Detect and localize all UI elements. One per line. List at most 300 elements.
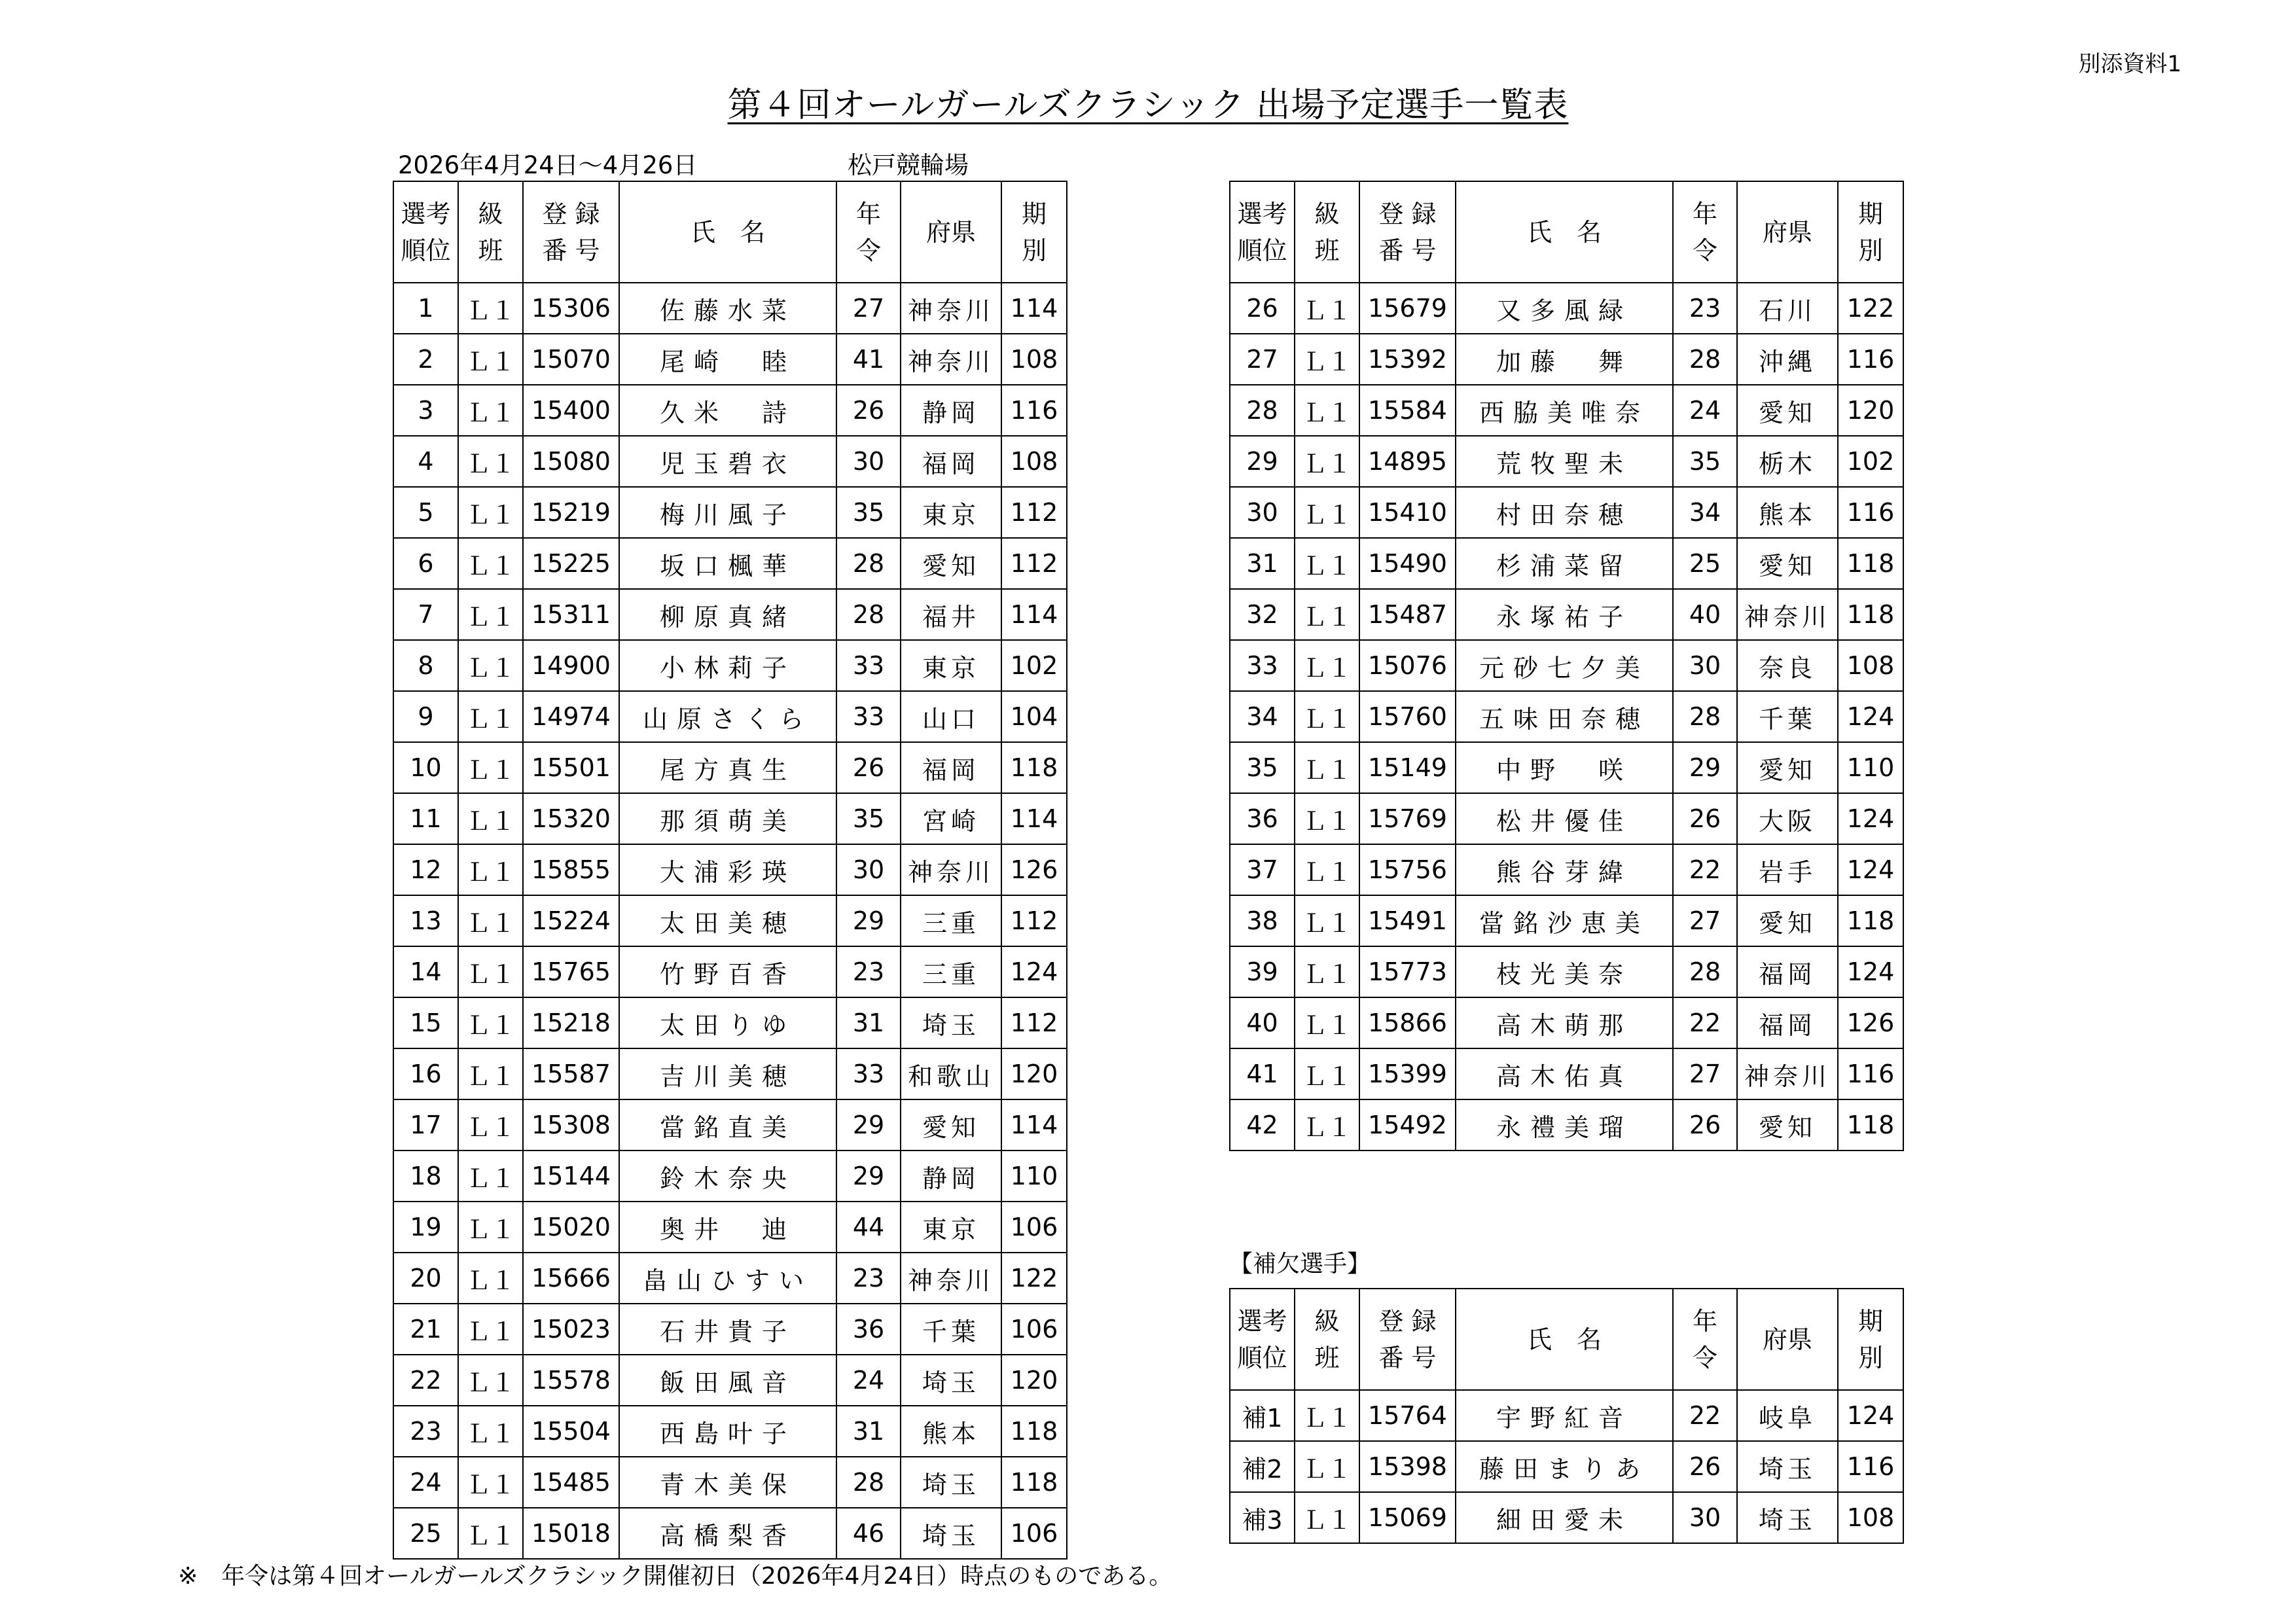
cell-rank: 22	[393, 1355, 458, 1406]
cell-age: 33	[836, 1048, 901, 1099]
table-row	[1230, 283, 1903, 334]
table-row	[1230, 640, 1903, 691]
cell-prefecture: 埼玉	[1737, 1492, 1838, 1543]
cell-prefecture: 愛知	[1737, 742, 1838, 793]
cell-term: 108	[1001, 334, 1067, 385]
cell-age: 30	[1673, 1492, 1737, 1543]
header-class	[1295, 181, 1359, 283]
cell-name: 細田愛未	[1456, 1492, 1673, 1543]
cell-term: 104	[1001, 691, 1067, 742]
cell-age: 44	[836, 1202, 901, 1253]
cell-class: Ｌ１	[458, 895, 523, 946]
table-row	[393, 1508, 1067, 1559]
cell-term: 120	[1001, 1355, 1067, 1406]
table-row	[393, 793, 1067, 844]
header-line: 班	[478, 236, 503, 265]
cell-prefecture: 三重	[901, 946, 1001, 997]
table-row	[393, 334, 1067, 385]
cell-age: 41	[836, 334, 901, 385]
header-line: 順位	[401, 236, 451, 265]
cell-age: 22	[1673, 1390, 1737, 1441]
cell-age: 46	[836, 1508, 901, 1559]
cell-age: 28	[836, 589, 901, 640]
cell-name: 永塚祐子	[1456, 589, 1673, 640]
cell-name: 児玉碧衣	[619, 436, 836, 487]
cell-class: Ｌ１	[458, 538, 523, 589]
table-row	[1230, 334, 1903, 385]
cell-age: 23	[836, 1253, 901, 1304]
cell-name: 佐藤水菜	[619, 283, 836, 334]
cell-name: 吉川美穂	[619, 1048, 836, 1099]
cell-rank: 32	[1230, 589, 1295, 640]
cell-class: Ｌ１	[458, 844, 523, 895]
cell-registration: 15760	[1359, 691, 1456, 742]
header-line: 級	[1314, 1306, 1340, 1336]
roster-table-1-25	[393, 181, 1067, 1560]
event-dates: 2026年4月24日～4月26日	[398, 151, 698, 179]
cell-class: Ｌ１	[1295, 589, 1359, 640]
table-row	[393, 283, 1067, 334]
header-line: 登 録	[542, 199, 600, 228]
cell-age: 24	[836, 1355, 901, 1406]
header-line: 順位	[1237, 236, 1287, 265]
cell-rank: 42	[1230, 1099, 1295, 1150]
cell-rank: 41	[1230, 1048, 1295, 1099]
cell-registration: 14895	[1359, 436, 1456, 487]
cell-class: Ｌ１	[458, 793, 523, 844]
header-line: 番 号	[1378, 236, 1437, 265]
cell-term: 116	[1838, 1048, 1903, 1099]
cell-prefecture: 沖縄	[1737, 334, 1838, 385]
cell-rank: 8	[393, 640, 458, 691]
table-row	[393, 1355, 1067, 1406]
cell-name: 宇野紅音	[1456, 1390, 1673, 1441]
cell-rank: 16	[393, 1048, 458, 1099]
cell-term: 114	[1001, 1099, 1067, 1150]
table-row	[393, 1457, 1067, 1508]
table-row	[1230, 1441, 1903, 1492]
cell-name: 村田奈穂	[1456, 487, 1673, 538]
cell-rank: 38	[1230, 895, 1295, 946]
cell-registration: 15587	[523, 1048, 619, 1099]
header-prefecture: 府県	[901, 181, 1001, 283]
cell-registration: 15485	[523, 1457, 619, 1508]
header-term	[1001, 181, 1067, 283]
cell-prefecture: 大阪	[1737, 793, 1838, 844]
cell-age: 26	[1673, 1441, 1737, 1492]
cell-prefecture: 静岡	[901, 385, 1001, 436]
header-prefecture: 府県	[1737, 1289, 1838, 1390]
header-line: 選考	[1237, 199, 1287, 228]
cell-name: 藤田まりあ	[1456, 1441, 1673, 1492]
cell-prefecture: 山口	[901, 691, 1001, 742]
cell-registration: 15487	[1359, 589, 1456, 640]
cell-age: 28	[1673, 691, 1737, 742]
cell-prefecture: 愛知	[1737, 1099, 1838, 1150]
cell-rank: 10	[393, 742, 458, 793]
table-row	[1230, 844, 1903, 895]
cell-registration: 15218	[523, 997, 619, 1048]
cell-name: 永禮美瑠	[1456, 1099, 1673, 1150]
cell-prefecture: 神奈川	[1737, 589, 1838, 640]
cell-prefecture: 愛知	[1737, 385, 1838, 436]
cell-class: Ｌ１	[1295, 487, 1359, 538]
table-row	[393, 1099, 1067, 1150]
cell-prefecture: 神奈川	[901, 844, 1001, 895]
table-row	[393, 691, 1067, 742]
cell-prefecture: 千葉	[1737, 691, 1838, 742]
cell-class: Ｌ１	[458, 742, 523, 793]
cell-class: Ｌ１	[458, 997, 523, 1048]
header-registration	[523, 181, 619, 283]
cell-term: 118	[1838, 538, 1903, 589]
cell-term: 108	[1838, 1492, 1903, 1543]
cell-name: 西脇美唯奈	[1456, 385, 1673, 436]
cell-registration: 15769	[1359, 793, 1456, 844]
table-header-row	[393, 181, 1067, 283]
cell-registration: 15765	[523, 946, 619, 997]
cell-class: Ｌ１	[458, 283, 523, 334]
cell-age: 35	[836, 793, 901, 844]
cell-rank: 19	[393, 1202, 458, 1253]
table-row	[393, 1253, 1067, 1304]
cell-age: 28	[836, 538, 901, 589]
cell-term: 118	[1838, 895, 1903, 946]
cell-registration: 15490	[1359, 538, 1456, 589]
header-line: 期	[1857, 199, 1883, 228]
cell-rank: 18	[393, 1150, 458, 1202]
cell-age: 30	[1673, 640, 1737, 691]
cell-name: 飯田風音	[619, 1355, 836, 1406]
cell-term: 112	[1001, 487, 1067, 538]
cell-prefecture: 福井	[901, 589, 1001, 640]
cell-term: 118	[1001, 1457, 1067, 1508]
table-row	[1230, 997, 1903, 1048]
cell-age: 34	[1673, 487, 1737, 538]
cell-age: 29	[836, 1150, 901, 1202]
cell-registration: 15311	[523, 589, 619, 640]
cell-rank: 40	[1230, 997, 1295, 1048]
cell-registration: 15866	[1359, 997, 1456, 1048]
page-title-text: 第４回オールガールズクラシック 出場予定選手一覧表	[727, 86, 1569, 125]
cell-age: 36	[836, 1304, 901, 1355]
cell-prefecture: 岐阜	[1737, 1390, 1838, 1441]
header-line: 別	[1857, 236, 1883, 265]
cell-class: Ｌ１	[458, 436, 523, 487]
cell-age: 33	[836, 691, 901, 742]
cell-rank: 25	[393, 1508, 458, 1559]
attachment-label: 別添資料1	[2078, 51, 2181, 77]
cell-term: 120	[1001, 1048, 1067, 1099]
cell-prefecture: 神奈川	[1737, 1048, 1838, 1099]
cell-age: 28	[836, 1457, 901, 1508]
cell-rank: 13	[393, 895, 458, 946]
header-term	[1838, 181, 1903, 283]
cell-class: Ｌ１	[1295, 1441, 1359, 1492]
table-row	[1230, 895, 1903, 946]
cell-name: 熊谷芽緯	[1456, 844, 1673, 895]
cell-name: 太田美穂	[619, 895, 836, 946]
cell-name: 尾方真生	[619, 742, 836, 793]
cell-name: 荒牧聖未	[1456, 436, 1673, 487]
cell-age: 40	[1673, 589, 1737, 640]
cell-registration: 15578	[523, 1355, 619, 1406]
cell-registration: 14900	[523, 640, 619, 691]
cell-registration: 15399	[1359, 1048, 1456, 1099]
table-row	[393, 1150, 1067, 1202]
cell-registration: 15398	[1359, 1441, 1456, 1492]
table-row	[393, 538, 1067, 589]
cell-term: 114	[1001, 589, 1067, 640]
cell-registration: 15584	[1359, 385, 1456, 436]
cell-name: 高木萌那	[1456, 997, 1673, 1048]
cell-rank: 補1	[1230, 1390, 1295, 1441]
header-line: 選考	[1237, 1306, 1287, 1336]
cell-age: 26	[836, 742, 901, 793]
cell-rank: 9	[393, 691, 458, 742]
cell-age: 26	[1673, 793, 1737, 844]
table-row	[393, 589, 1067, 640]
table-row	[1230, 1390, 1903, 1441]
header-line: 期	[1021, 199, 1047, 228]
cell-age: 23	[836, 946, 901, 997]
cell-rank: 1	[393, 283, 458, 334]
cell-name: 山原さくら	[619, 691, 836, 742]
cell-registration: 15023	[523, 1304, 619, 1355]
cell-prefecture: 福岡	[901, 742, 1001, 793]
cell-rank: 35	[1230, 742, 1295, 793]
cell-class: Ｌ１	[1295, 538, 1359, 589]
table-row	[393, 1202, 1067, 1253]
cell-prefecture: 埼玉	[1737, 1441, 1838, 1492]
cell-registration: 15224	[523, 895, 619, 946]
cell-rank: 14	[393, 946, 458, 997]
cell-name: 五味田奈穂	[1456, 691, 1673, 742]
table-row	[1230, 385, 1903, 436]
cell-term: 118	[1838, 589, 1903, 640]
cell-rank: 15	[393, 997, 458, 1048]
cell-class: Ｌ１	[1295, 385, 1359, 436]
cell-registration: 15308	[523, 1099, 619, 1150]
cell-registration: 15144	[523, 1150, 619, 1202]
cell-rank: 34	[1230, 691, 1295, 742]
cell-age: 31	[836, 997, 901, 1048]
cell-prefecture: 栃木	[1737, 436, 1838, 487]
cell-registration: 15225	[523, 538, 619, 589]
cell-registration: 15492	[1359, 1099, 1456, 1150]
cell-class: Ｌ１	[458, 1048, 523, 1099]
cell-registration: 15491	[1359, 895, 1456, 946]
cell-registration: 15070	[523, 334, 619, 385]
cell-registration: 15076	[1359, 640, 1456, 691]
cell-name: 大浦彩瑛	[619, 844, 836, 895]
cell-class: Ｌ１	[458, 1304, 523, 1355]
cell-prefecture: 愛知	[1737, 538, 1838, 589]
header-class	[1295, 1289, 1359, 1390]
header-line: 番 号	[542, 236, 600, 265]
cell-term: 124	[1838, 946, 1903, 997]
header-class	[458, 181, 523, 283]
cell-prefecture: 千葉	[901, 1304, 1001, 1355]
cell-class: Ｌ１	[1295, 691, 1359, 742]
cell-age: 35	[836, 487, 901, 538]
cell-class: Ｌ１	[1295, 1048, 1359, 1099]
cell-term: 124	[1838, 844, 1903, 895]
cell-age: 22	[1673, 844, 1737, 895]
cell-age: 33	[836, 640, 901, 691]
age-footnote: ※ 年令は第４回オールガールズクラシック開催初日（2026年4月24日）時点のものである。	[178, 1563, 1173, 1590]
cell-age: 29	[836, 895, 901, 946]
cell-age: 27	[1673, 1048, 1737, 1099]
cell-term: 122	[1838, 283, 1903, 334]
cell-name: 竹野百香	[619, 946, 836, 997]
cell-class: Ｌ１	[458, 1253, 523, 1304]
cell-age: 27	[836, 283, 901, 334]
cell-name: 奥井 迪	[619, 1202, 836, 1253]
header-line: 令	[1692, 1343, 1717, 1372]
cell-prefecture: 宮崎	[901, 793, 1001, 844]
cell-name: 當銘沙恵美	[1456, 895, 1673, 946]
cell-prefecture: 埼玉	[901, 1508, 1001, 1559]
cell-rank: 12	[393, 844, 458, 895]
cell-age: 29	[1673, 742, 1737, 793]
cell-prefecture: 東京	[901, 1202, 1001, 1253]
cell-term: 124	[1838, 793, 1903, 844]
reserve-roster-table	[1229, 1288, 1904, 1544]
header-rank	[393, 181, 458, 283]
cell-name: 高木佑真	[1456, 1048, 1673, 1099]
page-title	[0, 77, 2296, 126]
cell-prefecture: 埼玉	[901, 1355, 1001, 1406]
cell-class: Ｌ１	[1295, 844, 1359, 895]
table-header-row	[1230, 181, 1903, 283]
cell-rank: 36	[1230, 793, 1295, 844]
cell-term: 116	[1001, 385, 1067, 436]
header-line: 級	[478, 199, 503, 228]
cell-rank: 26	[1230, 283, 1295, 334]
header-registration	[1359, 1289, 1456, 1390]
table-row	[1230, 1048, 1903, 1099]
cell-class: Ｌ１	[458, 1150, 523, 1202]
cell-rank: 5	[393, 487, 458, 538]
cell-class: Ｌ１	[1295, 946, 1359, 997]
cell-registration: 15306	[523, 283, 619, 334]
cell-rank: 27	[1230, 334, 1295, 385]
table-row	[1230, 1099, 1903, 1150]
table-row	[1230, 538, 1903, 589]
cell-name: 高橋梨香	[619, 1508, 836, 1559]
header-line: 令	[1692, 236, 1717, 265]
header-line: 年	[855, 199, 881, 228]
cell-prefecture: 熊本	[1737, 487, 1838, 538]
table-row	[393, 436, 1067, 487]
cell-prefecture: 熊本	[901, 1406, 1001, 1457]
cell-age: 31	[836, 1406, 901, 1457]
cell-term: 118	[1001, 742, 1067, 793]
cell-prefecture: 三重	[901, 895, 1001, 946]
cell-rank: 7	[393, 589, 458, 640]
cell-age: 30	[836, 436, 901, 487]
header-line: 登 録	[1378, 1306, 1437, 1336]
cell-class: Ｌ１	[458, 1406, 523, 1457]
cell-registration: 15080	[523, 436, 619, 487]
table-row	[393, 1406, 1067, 1457]
table-row	[1230, 1492, 1903, 1543]
cell-term: 106	[1001, 1202, 1067, 1253]
cell-class: Ｌ１	[1295, 334, 1359, 385]
cell-age: 23	[1673, 283, 1737, 334]
header-line: 年	[1692, 1306, 1717, 1336]
cell-term: 116	[1838, 1441, 1903, 1492]
cell-term: 114	[1001, 793, 1067, 844]
cell-rank: 39	[1230, 946, 1295, 997]
cell-age: 35	[1673, 436, 1737, 487]
cell-class: Ｌ１	[458, 1202, 523, 1253]
table-row	[1230, 436, 1903, 487]
cell-term: 126	[1838, 997, 1903, 1048]
table-row	[393, 946, 1067, 997]
cell-rank: 11	[393, 793, 458, 844]
header-name: 氏 名	[1456, 181, 1673, 283]
cell-rank: 17	[393, 1099, 458, 1150]
cell-term: 122	[1001, 1253, 1067, 1304]
cell-class: Ｌ１	[1295, 283, 1359, 334]
cell-name: 青木美保	[619, 1457, 836, 1508]
table-row	[393, 385, 1067, 436]
cell-class: Ｌ１	[1295, 640, 1359, 691]
cell-name: 西島叶子	[619, 1406, 836, 1457]
cell-registration: 15504	[523, 1406, 619, 1457]
cell-registration: 15501	[523, 742, 619, 793]
cell-term: 110	[1001, 1150, 1067, 1202]
cell-rank: 補3	[1230, 1492, 1295, 1543]
header-prefecture: 府県	[1737, 181, 1838, 283]
cell-name: 當銘直美	[619, 1099, 836, 1150]
cell-rank: 37	[1230, 844, 1295, 895]
cell-prefecture: 奈良	[1737, 640, 1838, 691]
table-row	[393, 742, 1067, 793]
header-line: 級	[1314, 199, 1340, 228]
cell-rank: 20	[393, 1253, 458, 1304]
header-line: 別	[1857, 1343, 1883, 1372]
header-registration	[1359, 181, 1456, 283]
cell-registration: 15764	[1359, 1390, 1456, 1441]
header-age	[1673, 1289, 1737, 1390]
cell-prefecture: 神奈川	[901, 283, 1001, 334]
cell-term: 112	[1001, 997, 1067, 1048]
cell-name: 加藤 舞	[1456, 334, 1673, 385]
cell-name: 太田りゆ	[619, 997, 836, 1048]
cell-age: 25	[1673, 538, 1737, 589]
cell-class: Ｌ１	[458, 691, 523, 742]
cell-term: 102	[1001, 640, 1067, 691]
cell-term: 102	[1838, 436, 1903, 487]
cell-name: 鈴木奈央	[619, 1150, 836, 1202]
cell-prefecture: 埼玉	[901, 997, 1001, 1048]
reserve-section-label: 【補欠選手】	[1229, 1251, 1371, 1277]
header-term	[1838, 1289, 1903, 1390]
cell-term: 110	[1838, 742, 1903, 793]
cell-class: Ｌ１	[458, 640, 523, 691]
header-line: 選考	[401, 199, 451, 228]
cell-term: 116	[1838, 487, 1903, 538]
cell-term: 124	[1001, 946, 1067, 997]
cell-registration: 15069	[1359, 1492, 1456, 1543]
cell-prefecture: 愛知	[1737, 895, 1838, 946]
table-row	[393, 1304, 1067, 1355]
header-rank	[1230, 1289, 1295, 1390]
cell-term: 108	[1838, 640, 1903, 691]
